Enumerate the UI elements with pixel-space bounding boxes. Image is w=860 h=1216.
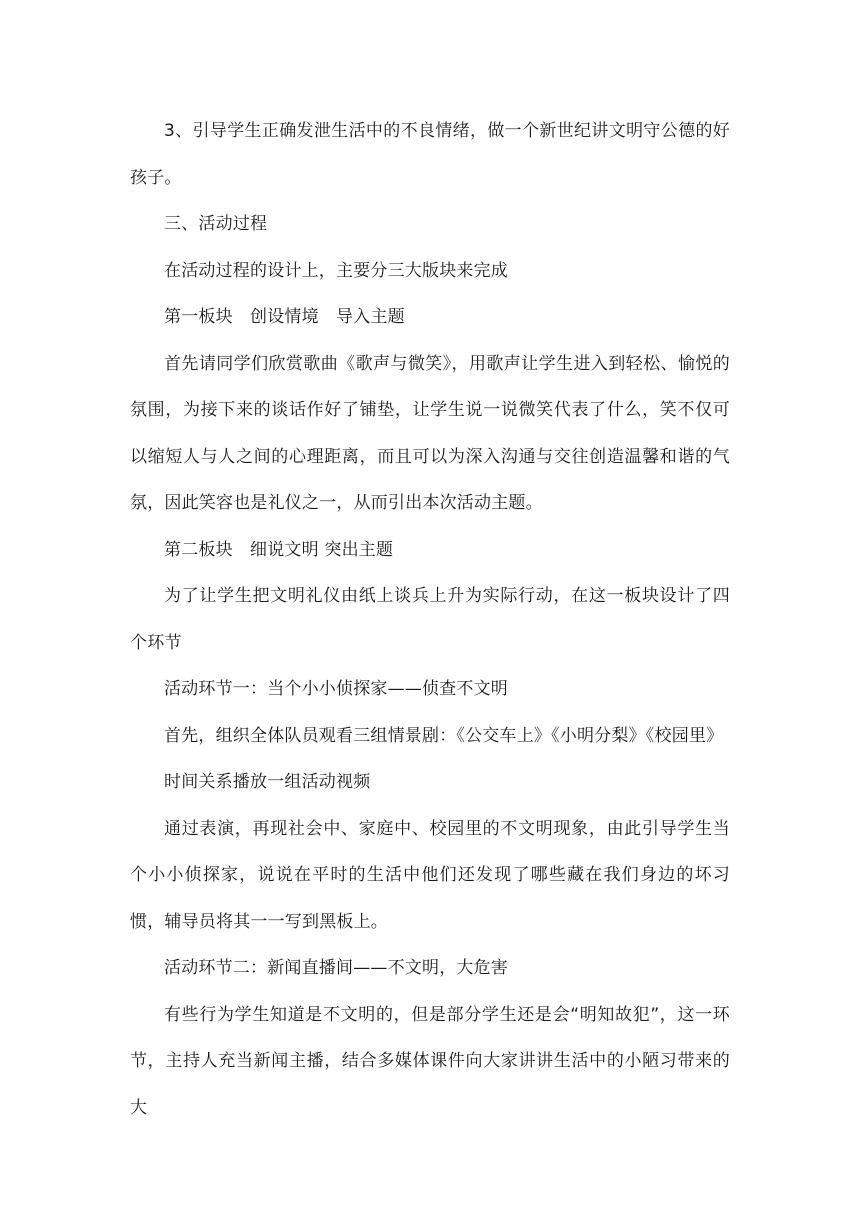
- paragraph-activity-one-body: 通过表演，再现社会中、家庭中、校园里的不文明现象，由此引导学生当个小小侦探家，说说在平时的生活中他们还发现了哪些藏在我们身边的坏习惯，辅导员将其一一写到黑板上。: [130, 818, 730, 932]
- heading-activity-process: 三、活动过程: [164, 214, 268, 234]
- heading-activity-two: 活动环节二：新闻直播间——不文明，大危害: [164, 958, 508, 978]
- document-body: [130, 108, 730, 1131]
- paragraph-block-two-intro: 为了让学生把文明礼仪由纸上谈兵上升为实际行动，在这一板块设计了四个环节: [130, 586, 730, 653]
- heading-activity-one: 活动环节一：当个小小侦探家——侦查不文明: [164, 679, 508, 699]
- paragraph-activity-one-plays: 首先，组织全体队员观看三组情景剧：《公交车上》《小明分梨》《校园里》: [164, 725, 724, 746]
- heading-block-one: 第一板块 创设情境 导入主题: [164, 307, 405, 327]
- paragraph-process-intro: 在活动过程的设计上，主要分三大版块来完成: [164, 260, 508, 281]
- paragraph-activity-two-body: 有些行为学生知道是不文明的，但是部分学生还是会“明知故犯”，这一环节，主持人充当新闻主播，结合多媒体课件向大家讲讲生活中的小陋习带来的大: [130, 1004, 730, 1118]
- paragraph-activity-one-video: 时间关系播放一组活动视频: [164, 772, 371, 792]
- paragraph-block-one-body: 首先请同学们欣赏歌曲《歌声与微笑》，用歌声让学生进入到轻松、愉悦的氛围，为接下来的谈话作好了铺垫，让学生说一说微笑代表了什么，笑不仅可以缩短人与人之间的心理距离，而且可以为深入沟通与交往创造温馨和谐的气氛，因此笑容也是礼仪之一，从而引出本次活动主题。: [130, 353, 730, 513]
- heading-block-two: 第二板块 细说文明 突出主题: [164, 539, 394, 560]
- paragraph-goal-3: 3、引导学生正确发泄生活中的不良情绪，做一个新世纪讲文明守公德的好孩子。: [130, 121, 730, 188]
